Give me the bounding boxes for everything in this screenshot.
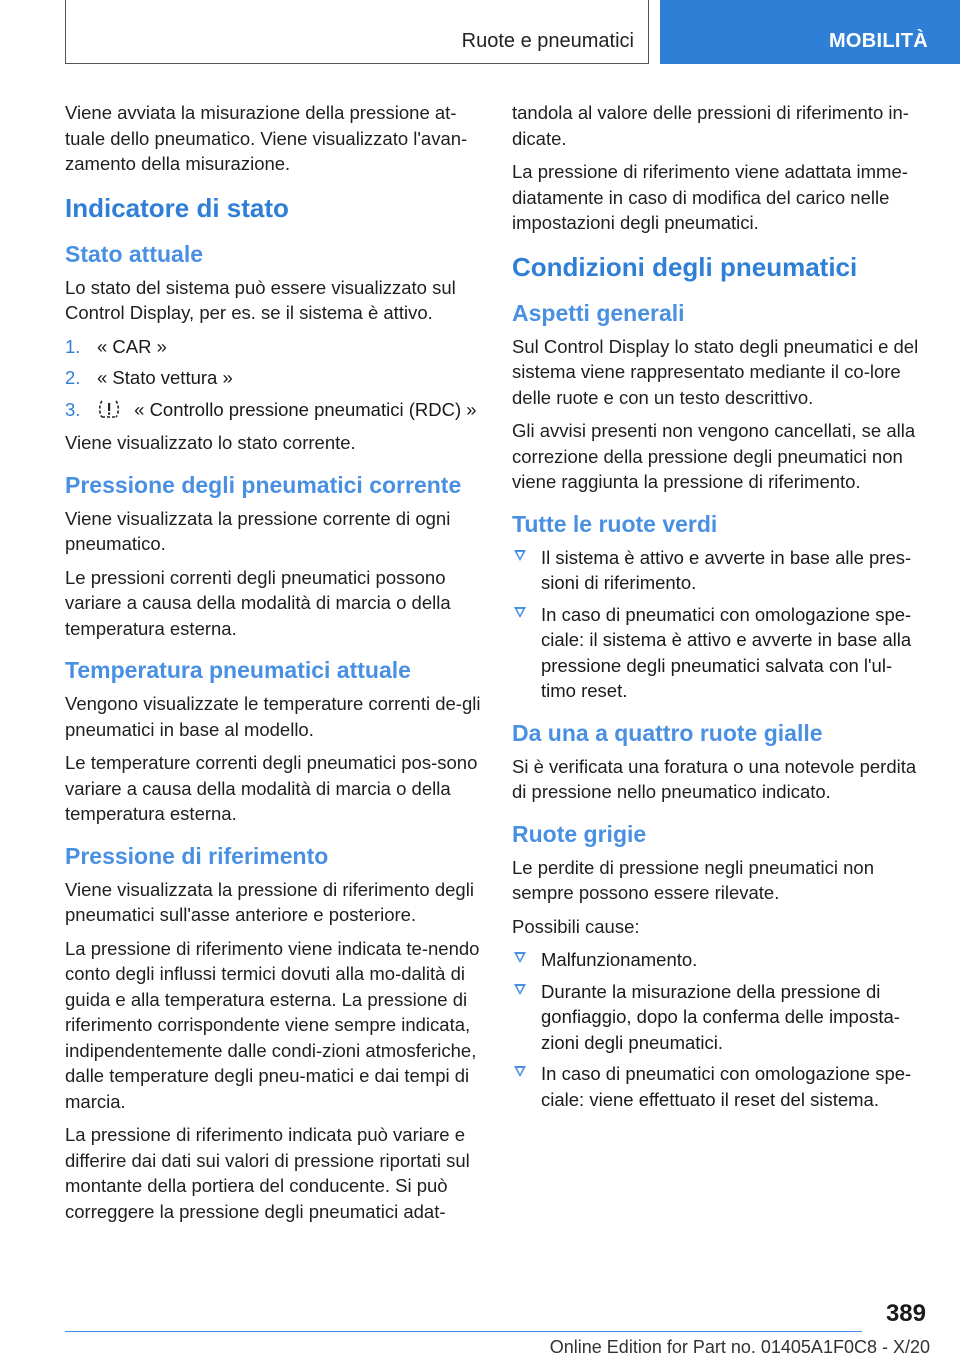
list-item xyxy=(512,1061,926,1112)
running-header-section xyxy=(65,0,649,64)
paragraph-temperatura-2: Le temperature correnti degli pneumatici pos-sono variare a causa della modalità di marcia o della temperatura esterna. xyxy=(65,752,478,824)
paragraph-temperatura-1: Vengono visualizzate le temperature correnti de-gli pneumatici in base al modello. xyxy=(65,693,481,740)
paragraph-stato-corrente: Viene visualizzato lo stato corrente. xyxy=(65,432,356,453)
paragraph-generali-1: Sul Control Display lo stato degli pneumatici e del sistema viene rappresentato mediante il co-lore delle ruote e con un testo descrittivo. xyxy=(512,335,919,408)
paragraph-pressione-2: Le pressioni correnti degli pneumatici possono variare a causa della modalità di marcia o della temperatura esterna. xyxy=(65,566,451,639)
bullet-text: In caso di pneumatici con omologazione spe-ciale: viene effettuato il reset del sistema. xyxy=(541,1063,912,1110)
heading-pressione-riferimento: Pressione di riferimento xyxy=(65,842,329,869)
list-item xyxy=(65,397,483,423)
bullet-text: Durante la misurazione della pressione di gonfiaggio, dopo la conferma delle imposta-zioni degli pneumatici. xyxy=(541,980,900,1053)
heading-ruote-verdi: Tutte le ruote verdi xyxy=(512,510,718,537)
menu-steps-list xyxy=(65,334,483,423)
section-title: Ruote e pneumatici xyxy=(461,30,634,52)
step-text: « Controllo pressione pneumatici (RDC) » xyxy=(134,398,477,420)
footer-divider xyxy=(65,1331,862,1332)
tire-pressure-warning-icon xyxy=(97,399,121,419)
bullet-triangle-icon xyxy=(514,952,526,963)
step-number: 2. xyxy=(65,367,81,388)
paragraph-riferimento-3: La pressione di riferimento indicata può variare e differire dai dati sui valori di pressione riportati sul montante della portiera del conducente. Si può correggere la pressione degli pneumatici adat- xyxy=(65,1124,470,1222)
heading-indicatore-di-stato: Indicatore di stato xyxy=(65,192,289,223)
paragraph-continuation: tandola al valore delle pressioni di riferimento in-dicate. xyxy=(512,102,909,149)
heading-temperatura: Temperatura pneumatici attuale xyxy=(65,657,411,683)
intro-paragraph: Viene avviata la misurazione della pressione at-tuale dello pneumatico. Viene visualizzato l'avan-zamento della misurazione. xyxy=(65,102,468,174)
left-column xyxy=(65,100,483,1232)
right-column xyxy=(512,100,926,1120)
list-item xyxy=(65,365,483,391)
bullet-triangle-icon xyxy=(514,607,526,618)
step-number: 3. xyxy=(65,398,81,420)
paragraph-riferimento-2: La pressione di riferimento viene indicata te-nendo conto degli influssi termici dovuti alla mo-dalità di guida e alla temperatura esterna. La pressione di riferimento corrispondente viene sempre indicata, indipendentemente dalle condi-zioni atmosferiche, dalle temperature degli pneu-matici e dai tempi di marcia. xyxy=(65,937,480,1112)
paragraph-stato-attuale: Lo stato del sistema può essere visualizzato sul Control Display, per es. se il sistema è attivo. xyxy=(65,276,456,323)
green-wheels-list xyxy=(512,545,926,704)
step-text: « CAR » xyxy=(97,335,167,357)
grey-wheels-causes-list xyxy=(512,947,926,1112)
list-item xyxy=(65,334,483,360)
heading-aspetti-generali: Aspetti generali xyxy=(512,299,685,326)
list-item xyxy=(512,979,926,1056)
chapter-title: MOBILITÀ xyxy=(828,30,928,52)
page-number: 389 xyxy=(885,1300,926,1327)
bullet-text: In caso di pneumatici con omologazione spe-ciale: il sistema è attivo e avverte in base alla pressione degli pneumatici salvata con l'ul-timo reset. xyxy=(541,603,912,701)
heading-ruote-grigie: Ruote grigie xyxy=(512,820,647,847)
bullet-triangle-icon xyxy=(514,984,526,995)
heading-condizioni-pneumatici: Condizioni degli pneumatici xyxy=(512,251,858,282)
list-item xyxy=(512,545,926,596)
heading-stato-attuale: Stato attuale xyxy=(65,240,204,267)
paragraph-adattata: La pressione di riferimento viene adattata imme-diatamente in caso di modifica del carico nelle impostazioni degli pneumatici. xyxy=(512,161,908,233)
step-number: 1. xyxy=(65,335,81,357)
bullet-triangle-icon xyxy=(514,550,526,561)
bullet-text: Malfunzionamento. xyxy=(541,949,698,970)
chapter-tab xyxy=(660,0,960,64)
bullet-text: Il sistema è attivo e avverte in base alle pres-sioni di riferimento. xyxy=(541,546,912,593)
paragraph-cause: Possibili cause: xyxy=(512,915,640,937)
heading-ruote-gialle: Da una a quattro ruote gialle xyxy=(512,719,823,746)
paragraph-pressione-1: Viene visualizzata la pressione corrente di ogni pneumatico. xyxy=(65,507,451,554)
step-text: « Stato vettura » xyxy=(97,367,233,388)
paragraph-generali-2: Gli avvisi presenti non vengono cancellati, se alla correzione della pressione degli pneumatici non viene raggiunta la pressione di riferimento. xyxy=(512,420,916,492)
bullet-triangle-icon xyxy=(514,1066,526,1077)
footer-edition: Online Edition for Part no. 01405A1F0C8 - X/20 xyxy=(549,1337,930,1357)
paragraph-riferimento-1: Viene visualizzata la pressione di riferimento degli pneumatici sull'asse anteriore e posteriore. xyxy=(65,878,474,925)
paragraph-grigie: Le perdite di pressione negli pneumatici non sempre possono essere rilevate. xyxy=(512,856,875,903)
list-item xyxy=(512,947,926,973)
heading-pressione-corrente: Pressione degli pneumatici corrente xyxy=(65,471,462,498)
paragraph-gialle: Si è verificata una foratura o una notevole perdita di pressione nello pneumatico indicato. xyxy=(512,755,917,802)
list-item xyxy=(512,602,926,704)
